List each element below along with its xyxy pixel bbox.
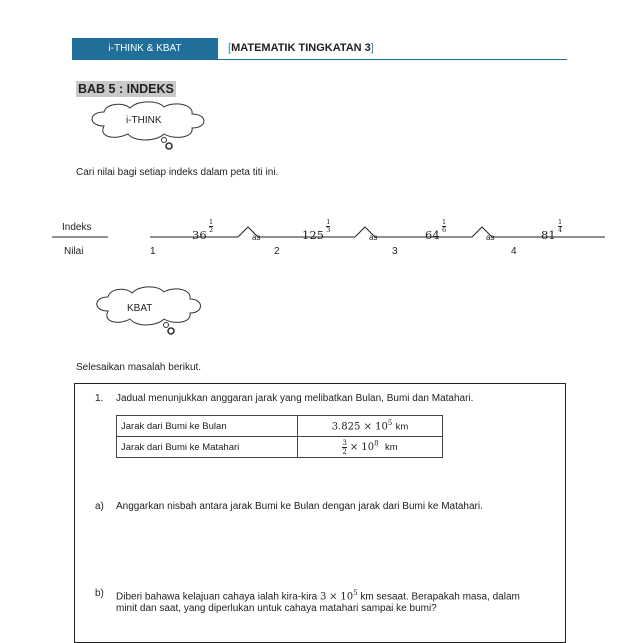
header-title: [MATEMATIK TINGKATAN 3] (228, 42, 374, 54)
part-a-text: Anggarkan nisbah antara jarak Bumi ke Bulan dengan jarak dari Bumi ke Matahari. (116, 501, 483, 512)
ithink-cloud-icon (84, 100, 214, 152)
header-rule (72, 59, 567, 60)
kbat-instruction: Selesaikan masalah berikut. (76, 362, 202, 373)
header-label: i-THINK & KBAT (72, 38, 218, 59)
ithink-label: i-THINK (126, 115, 162, 126)
value-label-1: 1 (150, 246, 156, 257)
value-label-2: 2 (274, 246, 280, 257)
part-b-text-line2: minit dan saat, yang diperlukan untuk cahaya matahari sampai ke bumi? (116, 603, 437, 614)
kbat-label: KBAT (127, 303, 153, 314)
part-a-letter: a) (95, 501, 104, 512)
index-expression-2: 125 $^{\frac{1}{3}}$ (302, 218, 331, 242)
table-cell-label: Jarak dari Bumi ke Bulan (117, 416, 298, 437)
bridge-top-label: Indeks (62, 222, 92, 233)
bridge-as-3: as (486, 233, 495, 242)
index-expression-4: 81 $^{\frac{1}{4}}$ (541, 218, 563, 242)
bridge-bottom-label: Nilai (64, 246, 84, 257)
value-label-4: 4 (511, 246, 517, 257)
index-expression-1: 36 $^{\frac{1}{2}}$ (192, 218, 214, 242)
table-cell-value: $\frac{3}{2}$ × $10^8$ km (298, 437, 443, 458)
bridge-as-1: as (252, 233, 261, 242)
chapter-title: BAB 5 : INDEKS (78, 82, 174, 96)
question-text: Jadual menunjukkan anggaran jarak yang melibatkan Bulan, Bumi dan Matahari. (116, 393, 474, 404)
table-cell-label: Jarak dari Bumi ke Matahari (117, 437, 298, 458)
bridge-as-2: as (369, 233, 378, 242)
distance-table (116, 415, 443, 458)
index-expression-3: 64 $^{\frac{1}{6}}$ (425, 218, 447, 242)
part-b-text: Diberi bahawa kelajuan cahaya ialah kira-kira $3 \times 10^5$ km sesaat. Berapakah masa, dalam (116, 589, 520, 603)
ithink-instruction: Cari nilai bagi setiap indeks dalam peta titi ini. (76, 167, 279, 178)
table-row (117, 437, 443, 458)
value-label-3: 3 (392, 246, 398, 257)
table-cell-value: $3.825 \times 10^5$ km (298, 416, 443, 437)
question-number: 1. (95, 393, 104, 404)
part-b-letter: b) (95, 588, 104, 599)
table-row (117, 416, 443, 437)
